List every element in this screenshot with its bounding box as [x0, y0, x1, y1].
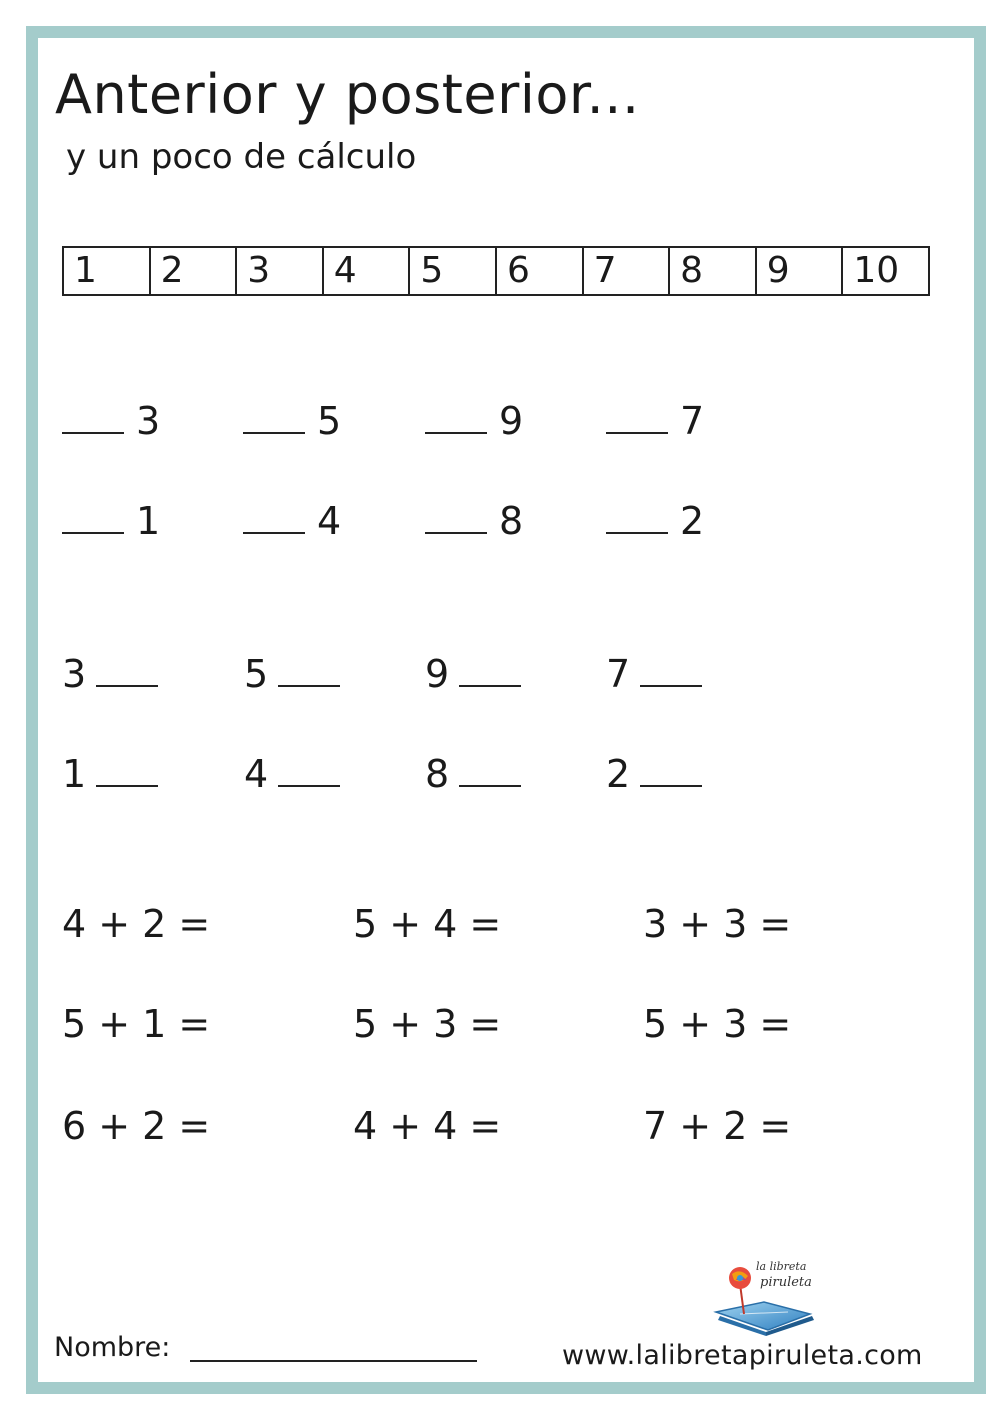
name-label: Nombre: — [54, 1332, 171, 1363]
exercise-number: 2 — [606, 752, 631, 796]
number-cell: 10 — [853, 250, 900, 291]
answer-blank[interactable] — [459, 655, 521, 687]
exercise-number: 8 — [499, 499, 524, 543]
answer-blank[interactable] — [278, 655, 340, 687]
after-exercise — [425, 652, 521, 696]
number-cell: 9 — [757, 248, 844, 294]
sum-exercise[interactable]: 4 + 4 = — [353, 1104, 502, 1148]
exercise-number: 7 — [680, 399, 705, 443]
before-exercise — [62, 499, 161, 543]
exercise-number: 5 — [317, 399, 342, 443]
exercise-number: 9 — [499, 399, 524, 443]
before-exercise — [62, 399, 161, 443]
answer-blank[interactable] — [96, 755, 158, 787]
answer-blank[interactable] — [606, 402, 668, 434]
number-cell: 1 — [64, 248, 151, 294]
after-exercise — [606, 652, 702, 696]
name-field-line[interactable] — [190, 1360, 477, 1362]
before-exercise — [243, 399, 342, 443]
answer-blank[interactable] — [243, 502, 305, 534]
sum-exercise[interactable]: 5 + 3 = — [643, 1002, 792, 1046]
exercise-number: 4 — [317, 499, 342, 543]
exercise-number: 1 — [136, 499, 161, 543]
answer-blank[interactable] — [278, 755, 340, 787]
exercise-number: 3 — [62, 652, 87, 696]
sum-exercise[interactable]: 7 + 2 = — [643, 1104, 792, 1148]
number-cell: 6 — [497, 248, 584, 294]
page-border — [26, 26, 986, 1394]
after-exercise — [606, 752, 702, 796]
website-url: www.lalibretapiruleta.com — [562, 1340, 923, 1371]
answer-blank[interactable] — [62, 502, 124, 534]
number-cell: 5 — [410, 248, 497, 294]
answer-blank[interactable] — [96, 655, 158, 687]
before-exercise — [425, 499, 524, 543]
answer-blank[interactable] — [62, 402, 124, 434]
exercise-number: 4 — [244, 752, 269, 796]
before-exercise — [606, 499, 705, 543]
sum-exercise[interactable]: 6 + 2 = — [62, 1104, 211, 1148]
exercise-number: 1 — [62, 752, 87, 796]
before-exercise — [425, 399, 524, 443]
before-exercise — [606, 399, 705, 443]
sum-exercise[interactable]: 4 + 2 = — [62, 902, 211, 946]
number-cell: 3 — [237, 248, 324, 294]
answer-blank[interactable] — [425, 502, 487, 534]
after-exercise — [62, 752, 158, 796]
number-cell: 2 — [151, 248, 238, 294]
answer-blank[interactable] — [243, 402, 305, 434]
exercise-number: 2 — [680, 499, 705, 543]
logo-text-line1: la libreta — [756, 1260, 807, 1273]
page-title: Anterior y posterior... — [55, 63, 640, 126]
number-cell: 4 — [324, 248, 411, 294]
number-cell: 8 — [670, 248, 757, 294]
exercise-number: 7 — [606, 652, 631, 696]
before-exercise — [243, 499, 342, 543]
answer-blank[interactable] — [640, 655, 702, 687]
logo-text-line2: piruleta — [760, 1275, 812, 1290]
sum-exercise[interactable]: 5 + 1 = — [62, 1002, 211, 1046]
answer-blank[interactable] — [425, 402, 487, 434]
answer-blank[interactable] — [606, 502, 668, 534]
after-exercise — [244, 752, 340, 796]
exercise-number: 5 — [244, 652, 269, 696]
number-cell: 7 — [584, 248, 671, 294]
answer-blank[interactable] — [640, 755, 702, 787]
exercise-number: 8 — [425, 752, 450, 796]
after-exercise — [244, 652, 340, 696]
lollipop-notebook-icon — [710, 1258, 830, 1338]
after-exercise — [62, 652, 158, 696]
sum-exercise[interactable]: 5 + 4 = — [353, 902, 502, 946]
number-line — [62, 246, 930, 296]
exercise-number: 3 — [136, 399, 161, 443]
page-subtitle: y un poco de cálculo — [66, 137, 417, 177]
sum-exercise[interactable]: 3 + 3 = — [643, 902, 792, 946]
answer-blank[interactable] — [459, 755, 521, 787]
sum-exercise[interactable]: 5 + 3 = — [353, 1002, 502, 1046]
exercise-number: 9 — [425, 652, 450, 696]
after-exercise — [425, 752, 521, 796]
